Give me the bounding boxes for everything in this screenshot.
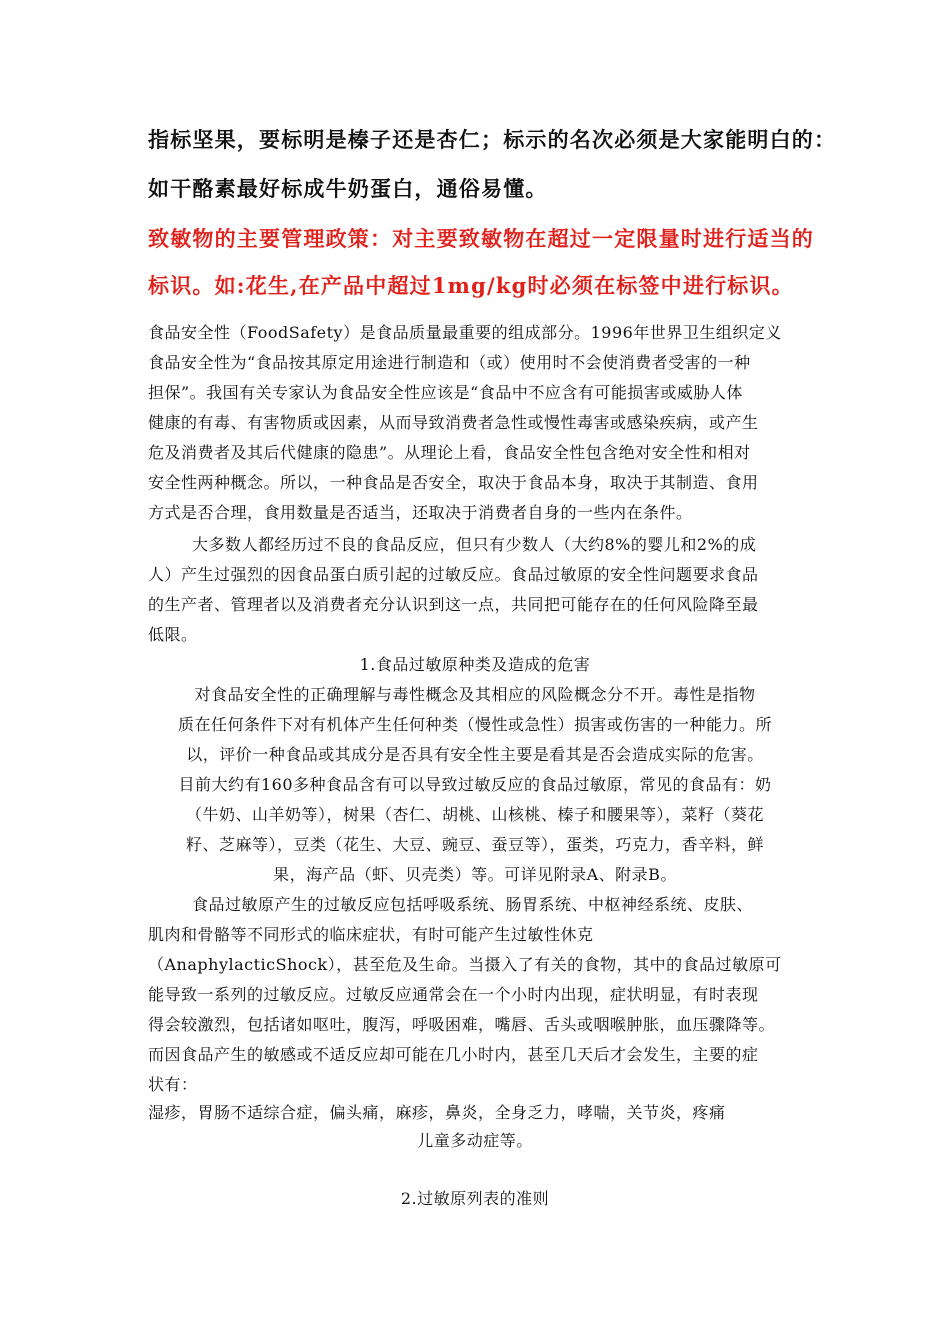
paragraph4-line: （AnaphylacticShock），甚至危及生命。当摄入了有关的食物，其中的食品过敏原可: [148, 955, 782, 974]
paragraph1-line: 安全性两种概念。所以，一种食品是否安全，取决于食品本身，取决于其制造、食用: [148, 473, 759, 492]
paragraph2-line: 人）产生过强烈的因食品蛋白质引起的过敏反应。食品过敏原的安全性问题要求食品: [148, 565, 759, 584]
paragraph1-line: 健康的有毒、有害物质或因素，从而导致消费者急性或慢性毒害或感染疾病，或产生: [148, 413, 759, 432]
paragraph2-line: 低限。: [148, 625, 198, 644]
paragraph4-line: 状有：: [148, 1075, 198, 1094]
symptoms-line-1: 湿疹，胃肠不适综合症，偏头痛，麻疹，鼻炎，全身乏力，哮喘，关节炎，疼痛: [148, 1103, 726, 1122]
paragraph3-line: 质在任何条件下对有机体产生任何种类（慢性或急性）损害或伤害的一种能力。所: [177, 715, 772, 734]
paragraph4-line: 能导致一系列的过敏反应。过敏反应通常会在一个小时内出现，症状明显，有时表现: [148, 985, 759, 1004]
paragraph4-line: 得会较激烈，包括诸如呕吐，腹泻，呼吸困难，嘴唇、舌头或咽喉肿胀，血压骤降等。: [148, 1015, 776, 1034]
paragraph4-line: 食品过敏原产生的过敏反应包括呼吸系统、肠胃系统、中枢神经系统、皮肤、: [192, 895, 754, 914]
section-2-title: 2.过敏原列表的准则: [400, 1189, 550, 1208]
paragraph2-line: 的生产者、管理者以及消费者充分认识到这一点，共同把可能存在的任何风险降至最: [148, 595, 759, 614]
paragraph1-line: 方式是否合理，食用数量是否适当，还取决于消费者自身的一些内在条件。: [148, 503, 693, 522]
intro-line-1: 指标坚果，要标明是榛子还是杏仁；标示的名次必须是大家能明白的：: [148, 127, 837, 152]
section-1-title: 1.食品过敏原种类及造成的危害: [359, 655, 591, 674]
paragraph1-line: 担保”。我国有关专家认为食品安全性应该是“食品中不应含有可能损害或威胁人体: [148, 383, 743, 402]
paragraph1-line: 食品安全性（FoodSafety）是食品质量最重要的组成部分。1996年世界卫生组织定义: [148, 323, 782, 342]
paragraph3-line: 以，评价一种食品或其成分是否具有安全性主要是看其是否会造成实际的危害。: [186, 745, 764, 764]
paragraph4-line: 肌肉和骨骼等不同形式的临床症状，有时可能产生过敏性休克: [148, 925, 594, 944]
intro-line-2: 如干酪素最好标成牛奶蛋白，通俗易懂。: [148, 176, 548, 201]
paragraph1-line: 危及消费者及其后代健康的隐患”。从理论上看，食品安全性包含绝对安全性和相对: [148, 443, 751, 462]
highlight-line-1: 致敏物的主要管理政策：对主要致敏物在超过一定限量时进行适当的: [148, 226, 814, 251]
paragraph3-line: 果，海产品（虾、贝壳类）等。可详见附录A、附录B。: [273, 865, 677, 884]
paragraph4-line: 而因食品产生的敏感或不适反应却可能在几小时内，甚至几天后才会发生，主要的症: [148, 1045, 759, 1064]
paragraph1-line: 食品安全性为“食品按其原定用途进行制造和（或）使用时不会使消费者受害的一种: [148, 353, 751, 372]
paragraph3-line: 对食品安全性的正确理解与毒性概念及其相应的风险概念分不开。毒性是指物: [194, 685, 756, 704]
paragraph3-line: 目前大约有160多种食品含有可以导致过敏反应的食品过敏原，常见的食品有：奶: [178, 775, 772, 794]
paragraph3-line: 籽、芝麻等），豆类（花生、大豆、豌豆、蚕豆等），蛋类，巧克力，香辛料，鲜: [185, 835, 764, 854]
paragraph2-line: 大多数人都经历过不良的食品反应，但只有少数人（大约8%的婴儿和2%的成: [192, 535, 757, 554]
highlight-line-2: 标识。如:花生,在产品中超过1mg/kg时必须在标签中进行标识。: [148, 273, 794, 298]
paragraph3-line: （牛奶、山羊奶等），树果（杏仁、胡桃、山核桃、榛子和腰果等），菜籽（葵花: [185, 805, 764, 824]
symptoms-line-2: 儿童多动症等。: [417, 1131, 533, 1150]
